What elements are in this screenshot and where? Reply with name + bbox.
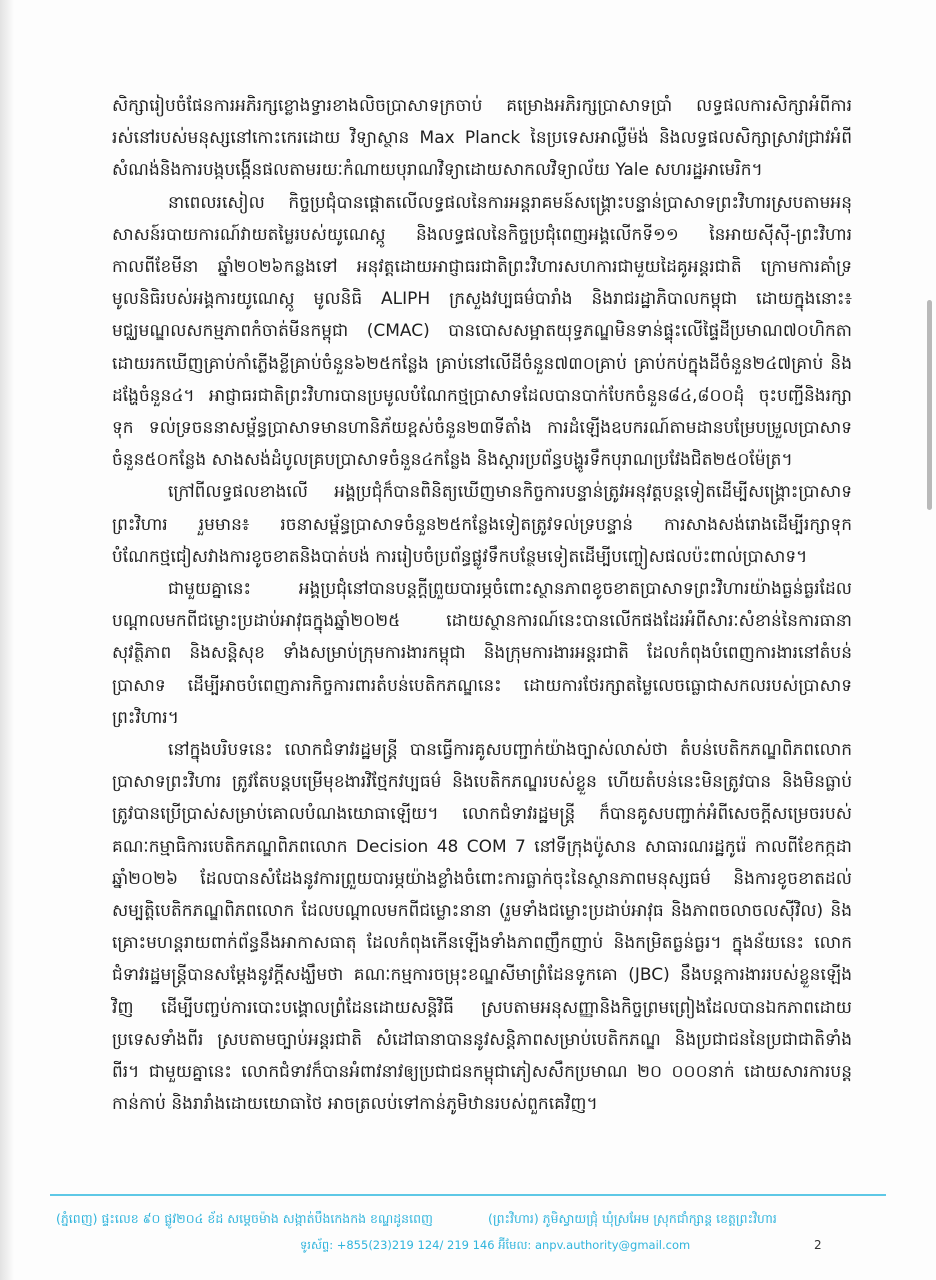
paragraph-2: នាពេលរសៀល កិច្ចប្រជុំបានផ្តោតលើលទ្ធផលនៃការអន្តរាគមន៍សង្គ្រោះបន្ទាន់ប្រាសាទព្រះវិហារស្របតាមអនុសាសន៍របាយការណ៍វាយតម្លៃរបស់យូណេស្កូ និងលទ្ធផលនៃកិច្ចប្រជុំពេញអង្គលើកទី១១ នៃអាយស៊ីស៊ី-ព្រះវិហារ កាលពីខែមីនា ឆ្នាំ២០២៦កន្លងទៅ អនុវត្តដោយអាជ្ញាធរជាតិព្រះវិហារសហការជាមួយដៃគូអន្តរជាតិ ក្រោមការគាំទ្រមូលនិធិរបស់អង្គការយូណេស្កូ មូលនិធិ ALIPH ក្រសួងវប្បធម៌បារាំង និងរាជរដ្ឋាភិបាលកម្ពុជា ដោយក្នុងនោះ៖ មជ្ឈមណ្ឌលសកម្មភាពកំចាត់មីនកម្ពុជា (CMAC) បានបោសសម្អាតយុទ្ធភណ្ឌមិនទាន់ផ្ទុះលើផ្ទៃដីប្រមាណ៧០ហិកតា ដោយរកឃើញគ្រាប់កាំភ្លើងខ្លីគ្រាប់ចំនួន៦២៥កន្លែង គ្រាប់នៅលើដីចំនួន៧៣០គ្រាប់ គ្រាប់កប់ក្នុងដីចំនួន២៤៧គ្រាប់ និងដង្ហែចំនួន៤។ អាជ្ញាធរជាតិព្រះវិហារបានប្រមូលបំណែកថ្មប្រាសាទដែលបានបាក់បែកចំនួន៨៤,៨០០ដុំ ចុះបញ្ជីនិងរក្សាទុក ទល់ទ្រចននាសម្ព័ន្ធប្រាសាទមានហានិភ័យខ្ពស់ចំនួន២៣ទីតាំង ការដំឡើងឧបករណ៍តាមដានបម្រែបម្រួលប្រាសាទចំនួន៥០កន្លែង សាងសង់ដំបូលគ្របប្រាសាទចំនួន៤កន្លែង និងស្តារប្រព័ន្ធបង្ហូរទឹកបុរាណប្រវែងជិត២៥០ម៉ែត្រ។ xyxy=(112,192,852,471)
page-edge-shadow xyxy=(0,0,14,1280)
footer-address-phnom-penh: (ភ្នំពេញ) ផ្ទះលេខ ៩០ ផ្លូវ២០៤ ខ័ដ សម្តេចម៉ាង សង្កាត់បឹងកេងកង ខណ្ឌដូនពេញ xyxy=(56,1211,433,1226)
footer-address-preah-vihear: (ព្រះវិហារ) ភូមិស្វាយជ្រុំ ឃុំស្រអែម ស្រុកជាំក្សាន្ត ខេត្តព្រះវិហារ xyxy=(488,1211,777,1226)
body-text xyxy=(112,90,852,1121)
paragraph-1: សិក្សារៀបចំផែនការអភិរក្សខ្លោងទ្វារខាងលិចប្រាសាទក្រចាប់ គម្រោងអភិរក្សប្រាសាទប្រាំ លទ្ធផលការសិក្សាអំពីការរស់នៅរបស់មនុស្សនៅកោះកេរដោយ វិទ្យាស្ថាន Max Planck នៃប្រទេសអាល្លឺម៉ង់ និងលទ្ធផលសិក្សាស្រាវជ្រាវអំពីសំណង់និងការបង្កបង្កើនផលតាមរយៈកំណាយបុរាណវិទ្យាដោយសាកលវិទ្យាល័យ Yale សហរដ្ឋអាមេរិក។ xyxy=(112,96,852,181)
paragraph-3: ក្រៅពីលទ្ធផលខាងលើ អង្គប្រជុំក៏បានពិនិត្យឃើញមានកិច្ចការបន្ទាន់ត្រូវអនុវត្តបន្តទៀតដើម្បីសង្គ្រោះប្រាសាទព្រះវិហារ រួមមាន៖ រចនាសម្ព័ន្ធប្រាសាទចំនួន២៥កន្លែងទៀតត្រូវទល់ទ្របន្ទាន់ ការសាងសង់រោងដើម្បីរក្សាទុកបំណែកថ្មជៀសវាងការខូចខាតនិងបាត់បង់ ការរៀបចំប្រព័ន្ធផ្លូវទឹកបន្ថែមទៀតដើម្បីបញ្ចៀសផលប៉ះពាល់ប្រាសាទ។ xyxy=(112,482,852,567)
footer-contact: ទូរស័ព្ទ: +855(23)219 124/ 219 146 អ៊ីមែល: anpv.authority@gmail.com xyxy=(300,1238,691,1252)
paragraph-4: ជាមួយគ្នានេះ អង្គប្រជុំនៅបានបន្តក្តីព្រួយបារម្ភចំពោះស្ថានភាពខូចខាតប្រាសាទព្រះវិហារយ៉ាងធ្ងន់ធ្ងរដែលបណ្តាលមកពីជម្លោះប្រដាប់អាវុធក្នុងឆ្នាំ២០២៥ ដោយស្ថានការណ៍នេះបានលើកផងដែរអំពីសារៈសំខាន់នៃការធានាសុវត្ថិភាព និងសន្តិសុខ ទាំងសម្រាប់ក្រុមការងារកម្ពុជា និងក្រុមការងារអន្តរជាតិ ដែលកំពុងបំពេញការងារនៅតំបន់ប្រាសាទ ដើម្បីអាចបំពេញភារកិច្ចការពារតំបន់បេតិកភណ្ឌនេះ ដោយការថែរក្សាតម្លៃលេចធ្លោជាសកលរបស់ប្រាសាទព្រះវិហារ។ xyxy=(112,579,852,728)
paragraph-5: នៅក្នុងបរិបទនេះ លោកជំទាវរដ្ឋមន្ត្រី បានធ្វើការគូសបញ្ជាក់យ៉ាងច្បាស់លាស់ថា តំបន់បេតិកភណ្ឌពិភពលោកប្រាសាទព្រះវិហារ ត្រូវតែបន្តបម្រើមុខងារវិថ្មែកវប្បធម៌ និងបេតិកភណ្ឌរបស់ខ្លួន ហើយតំបន់នេះមិនត្រូវបាន និងមិនធ្លាប់ត្រូវបានប្រើប្រាស់សម្រាប់គោលបំណងយោធាឡើយ។ លោកជំទាវរដ្ឋមន្ត្រី ក៏បានគូសបញ្ជាក់អំពីសេចក្តីសម្រេចរបស់គណៈកម្មាធិការបេតិកភណ្ឌពិភពលោក Decision 48 COM 7 នៅទីក្រុងប៉ូសាន សាធារណរដ្ឋកូរ៉េ កាលពីខែកក្កដា ឆ្នាំ២០២៦ ដែលបានសំដែងនូវការព្រួយបារម្ភយ៉ាងខ្លាំងចំពោះការធ្លាក់ចុះនៃស្ថានភាពមនុស្សធម៌ និងការខូចខាតដល់សម្បត្តិបេតិកភណ្ឌពិភពលោក ដែលបណ្តាលមកពីជម្លោះនានា (រួមទាំងជម្លោះប្រដាប់អាវុធ និងភាពចលាចលស៊ីវិល) និងគ្រោះមហន្តរាយពាក់ព័ន្ធនឹងអាកាសធាតុ ដែលកំពុងកើនឡើងទាំងភាពញឹកញាប់ និងកម្រិតធ្ងន់ធ្ងរ។ ក្នុងន័យនេះ លោកជំទាវរដ្ឋមន្ត្រីបានសម្តែងនូវក្តីសង្ឃឹមថា គណៈកម្មការចម្រុះខណ្ឌសីមាព្រំដែនទូកគោ (JBC) នឹងបន្តការងាររបស់ខ្លួនឡើងវិញ ដើម្បីបញ្ចប់ការបោះបង្គោលព្រំដែនដោយសន្តិវិធី ស្របតាមអនុសញ្ញានិងកិច្ចព្រមព្រៀងដែលបានឯកភាពដោយប្រទេសទាំងពីរ ស្របតាមច្បាប់អន្តរជាតិ សំដៅធានាបាននូវសន្តិភាពសម្រាប់បេតិកភណ្ឌ និងប្រជាជននៃប្រជាជាតិទាំងពីរ។ ជាមួយគ្នានេះ លោកជំទាវក៏បានអំពាវនាវឲ្យប្រជាជនកម្ពុជាភៀសសឹកប្រមាណ ២០ ០០០នាក់ ដោយសារការបន្តកាន់កាប់ និងរារាំងដោយយោធាថៃ អាចត្រលប់ទៅកាន់ភូមិឋានរបស់ពួកគេវិញ។ xyxy=(112,740,852,1115)
page-number: 2 xyxy=(814,1238,822,1252)
scrollbar-thumb[interactable] xyxy=(927,300,932,510)
footer-divider xyxy=(50,1194,886,1196)
